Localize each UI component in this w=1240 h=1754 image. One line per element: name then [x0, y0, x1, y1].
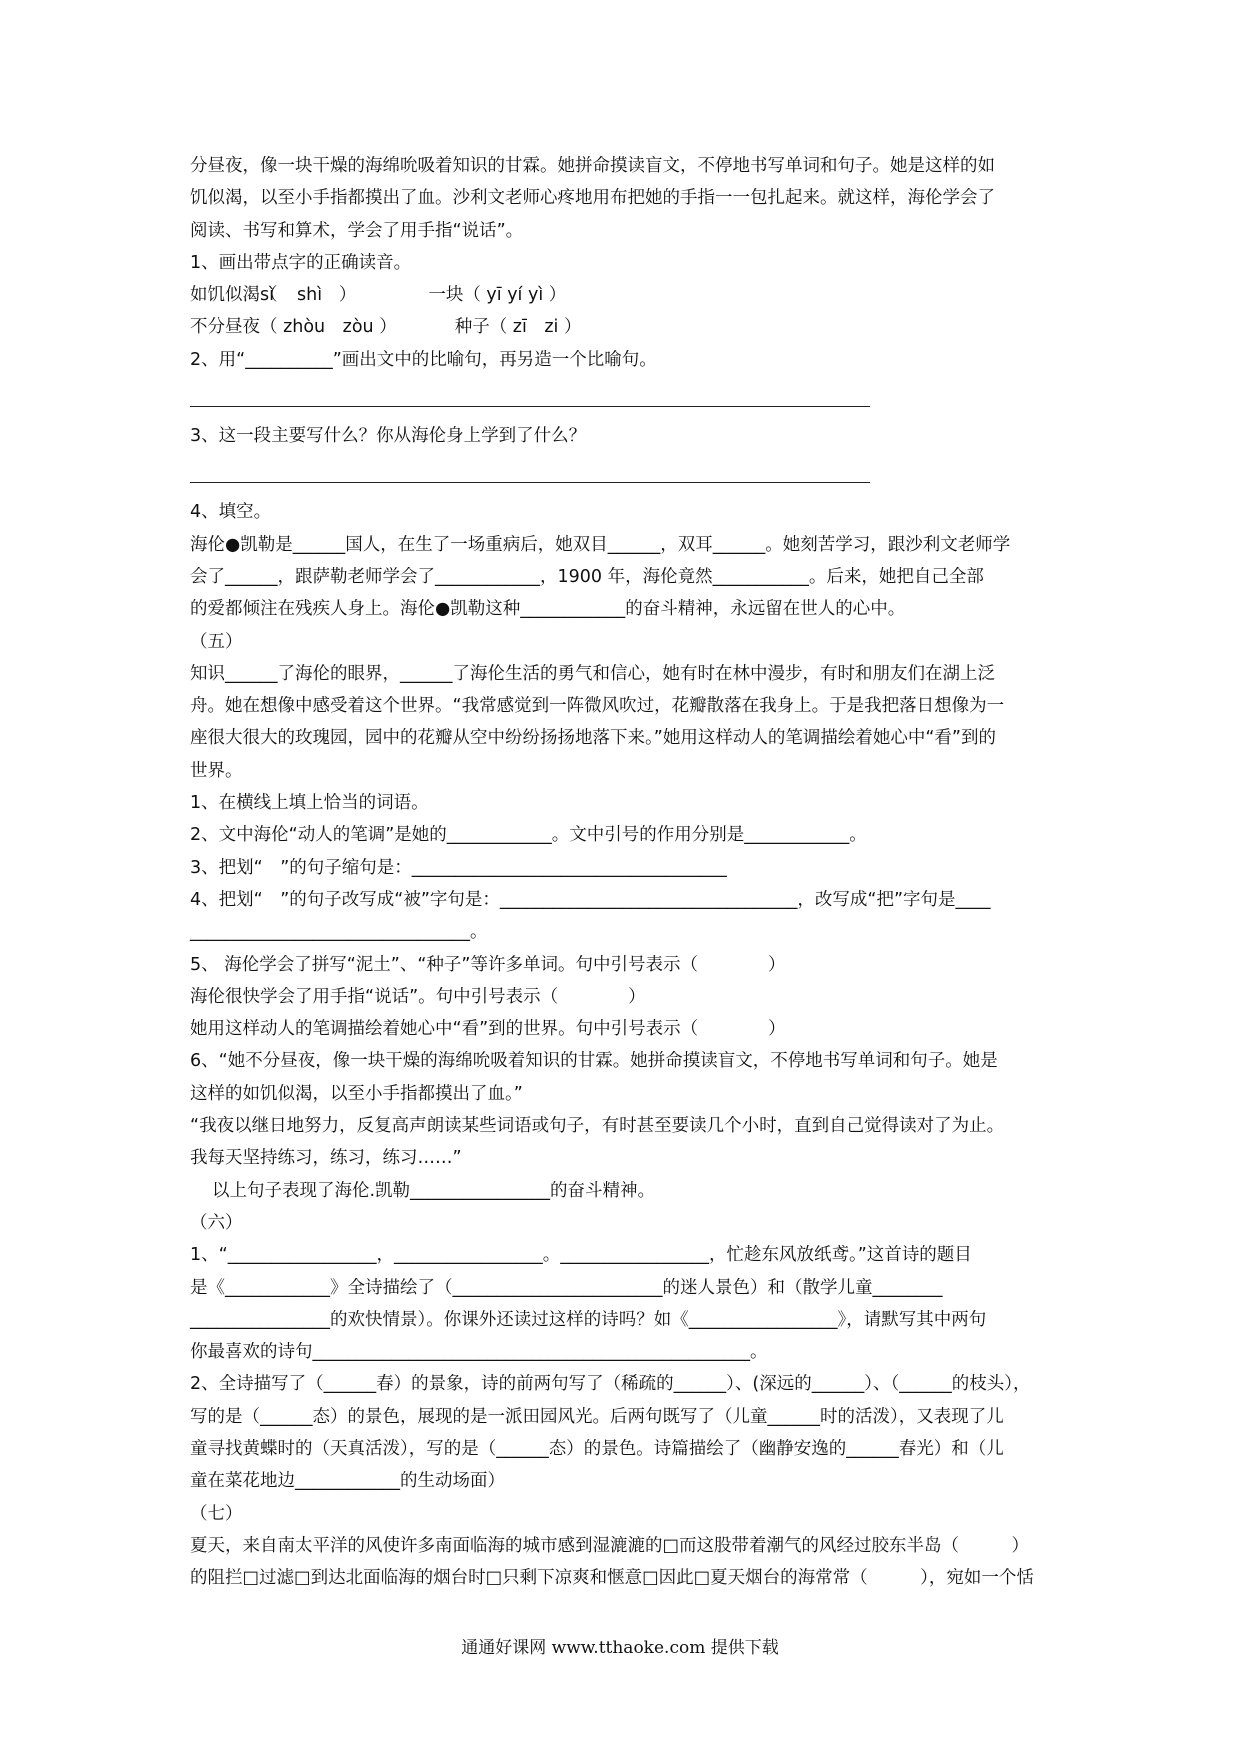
- question-line: 这样的如饥似渴，以至小手指都摸出了血。”: [190, 1083, 523, 1104]
- section-header-5: （五）: [190, 631, 243, 652]
- question-line: ________________________________。: [190, 922, 488, 943]
- pinyin-word: 如饥似渴（: [190, 285, 278, 306]
- question-line: “我夜以继日地努力，反复高声朗读某些词语或句子，有时甚至要读几个小时，直到自己觉得读对了为止。: [190, 1116, 1005, 1137]
- question-line: 她用这样动人的笔调描绘着她心中“看”到的世界。句中引号表示（ ）: [190, 1019, 786, 1040]
- question-line: 是《____________》全诗描绘了（________________________的迷人景色）和（散学儿童________: [190, 1277, 943, 1298]
- question-4-title: 4、填空。: [190, 502, 272, 523]
- question-line: 5、 海伦学会了拼写“泥土”、“种子”等许多单词。句中引号表示（ ）: [190, 954, 786, 975]
- question-line: 海伦很快学会了用手指“说话”。句中引号表示（ ）: [190, 986, 646, 1007]
- pinyin-options: sì shì: [260, 285, 323, 306]
- answer-line: [190, 406, 870, 407]
- question-line: 1、“_________________，_________________。_________________，忙趁东风放纸鸢。”这首诗的题目: [190, 1245, 972, 1266]
- pinyin-word: 不分昼夜（: [190, 317, 278, 338]
- fill-blank-line: 海伦●凯勒是______国人，在生了一场重病后，她双目______，双耳______。她刻苦学习，跟沙利文老师学: [190, 534, 1011, 555]
- pinyin-close: ）: [548, 285, 567, 306]
- passage-line: 世界。: [190, 760, 243, 781]
- pinyin-word: 种子（: [454, 317, 508, 338]
- question-line: 2、文中海伦“动人的笔调”是她的____________。文中引号的作用分别是____________。: [190, 825, 867, 846]
- section-header-7: （七）: [190, 1503, 243, 1524]
- pinyin-options: zī zi: [512, 317, 559, 338]
- fill-blank-line: 的爱都倾注在残疾人身上。海伦●凯勒这种____________的奋斗精神，永远留在世人的心中。: [190, 599, 906, 620]
- question-line: 童在菜花地边____________的生动场面）: [190, 1471, 505, 1492]
- question-2: 2、用“__________”画出文中的比喻句，再另造一个比喻句。: [190, 349, 657, 370]
- pinyin-options: yī yí yì: [486, 285, 544, 306]
- passage-line: 的阻拦□过滤□到达北面临海的烟台时□只剩下凉爽和惬意□因此□夏天烟台的海常常（ ），宛如一个恬: [190, 1568, 1034, 1589]
- question-1: 1、画出带点字的正确读音。: [190, 252, 412, 273]
- question-line: 1、在横线上填上恰当的词语。: [190, 793, 429, 814]
- passage-line: 知识______了海伦的眼界，______了海伦生活的勇气和信心，她有时在林中漫步，有时和朋友们在湖上泛: [190, 663, 995, 684]
- passage-line: 饥似渴，以至小手指都摸出了血。沙利文老师心疼地用布把她的手指一一包扎起来。就这样，海伦学会了: [190, 188, 995, 209]
- question-summary: 以上句子表现了海伦.凯勒________________的奋斗精神。: [212, 1180, 656, 1201]
- pinyin-close: ）: [338, 285, 357, 306]
- question-line: 你最喜欢的诗句__________________________________________________。: [190, 1342, 768, 1363]
- section-header-6: （六）: [190, 1212, 243, 1233]
- question-line: 童寻找黄蝶时的（天真活泼），写的是（______态）的景色。诗篇描绘了（幽静安逸的______春光）和（儿: [190, 1438, 1004, 1459]
- pinyin-close: ）: [563, 317, 582, 338]
- question-line: 6、“她不分昼夜，像一块干燥的海绵吮吸着知识的甘霖。她拼命摸读盲文，不停地书写单词和句子。她是: [190, 1051, 998, 1072]
- worksheet-page: [190, 150, 1060, 1594]
- passage-line: 阅读、书写和算术，学会了用手指“说话”。: [190, 220, 524, 241]
- passage-line: 分昼夜，像一块干燥的海绵吮吸着知识的甘霖。她拼命摸读盲文，不停地书写单词和句子。她是这样的如: [190, 156, 995, 176]
- question-line: 2、全诗描写了（______春）的景象，诗的前两句写了（稀疏的______）、(深远的______）、（______的枝头），: [190, 1374, 1031, 1395]
- passage-line: 舟。她在想像中感受着这个世界。“我常感觉到一阵微风吹过，花瓣散落在我身上。于是我把落日想像为一: [190, 696, 1005, 717]
- question-line: 写的是（______态）的景色，展现的是一派田园风光。后两句既写了（儿童______时的活泼），又表现了儿: [190, 1406, 1004, 1427]
- pinyin-close: ）: [379, 317, 397, 338]
- answer-line: [190, 482, 870, 483]
- question-line: 我每天坚持练习，练习，练习……”: [190, 1148, 462, 1169]
- pinyin-row: [190, 311, 1060, 343]
- passage-line: 座很大很大的玫瑰园，园中的花瓣从空中纷纷扬扬地落下来。”她用这样动人的笔调描绘着她心中“看”到的: [190, 728, 996, 749]
- pinyin-row: [190, 279, 1060, 311]
- fill-blank-line: 会了______，跟萨勒老师学会了____________，1900 年，海伦竟然___________。后来，她把自己全部: [190, 566, 984, 587]
- question-3: 3、这一段主要写什么？你从海伦身上学到了什么？: [190, 426, 587, 447]
- question-line: 4、把划“ ”的句子改写成“被”字句是：__________________________________，改写成“把”字句是____: [190, 889, 991, 910]
- question-line: 3、把划“ ”的句子缩句是：____________________________________: [190, 857, 727, 878]
- passage-line: 夏天，来自南太平洋的风使许多南面临海的城市感到湿漉漉的□而这股带着潮气的风经过胶东半岛（ ）: [190, 1535, 1030, 1556]
- pinyin-word: 一块（: [428, 285, 481, 306]
- pinyin-options: zhòu zòu: [283, 317, 374, 338]
- page-footer: 通通好课网 www.tthaoke.com 提供下载: [461, 1638, 779, 1658]
- question-line: ________________的欢快情景）。你课外还读过这样的诗吗？如《_________________》，请默写其中两句: [190, 1309, 987, 1330]
